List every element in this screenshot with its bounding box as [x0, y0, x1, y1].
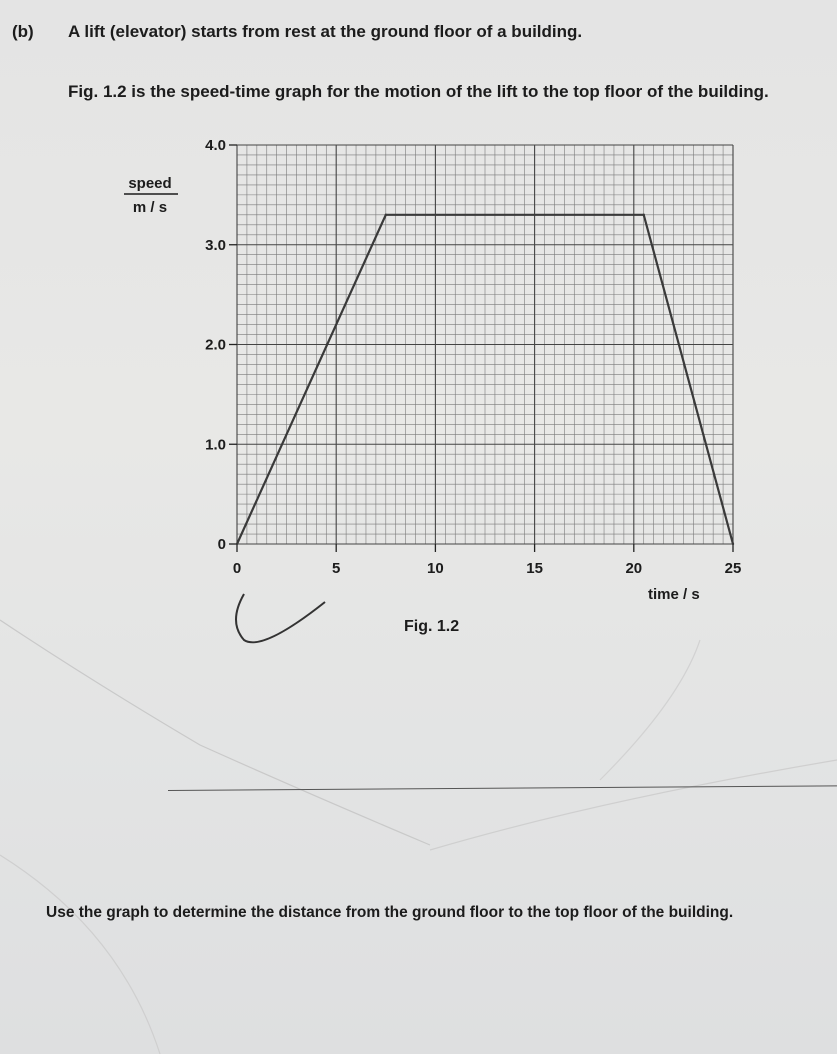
- y-tick-label: 1.0: [205, 436, 226, 454]
- question-intro: A lift (elevator) starts from rest at the ground floor of a building.: [68, 22, 583, 41]
- y-axis-label-quantity: speed: [128, 175, 172, 192]
- shadow-crease: [0, 855, 160, 1054]
- shadow-crease: [430, 760, 837, 850]
- x-axis-label: time / s: [648, 586, 700, 603]
- pen-mark-curve: [236, 594, 325, 642]
- question-prompt: Use the graph to determine the distance from the ground floor to the top floor of the building.: [46, 904, 734, 921]
- question-part-label: (b): [12, 22, 34, 41]
- x-tick-label: 25: [724, 560, 742, 577]
- y-axis-label-unit: m / s: [132, 199, 168, 216]
- x-tick-label: 10: [427, 560, 444, 577]
- x-tick-label: 5: [332, 560, 341, 577]
- x-tick-label: 20: [625, 560, 643, 577]
- x-tick-label: 0: [232, 560, 242, 577]
- y-tick-label: 0: [217, 536, 226, 553]
- figure-description: Fig. 1.2 is the speed-time graph for the motion of the lift to the top floor of the building.: [68, 82, 769, 101]
- y-tick-label: 3.0: [205, 236, 226, 254]
- figure-caption: Fig. 1.2: [404, 618, 460, 635]
- shadow-crease: [600, 640, 700, 780]
- y-tick-label: 2.0: [205, 336, 226, 354]
- y-tick-label: 4.0: [205, 137, 226, 154]
- x-tick-label: 15: [526, 560, 543, 577]
- shadow-crease: [0, 620, 430, 845]
